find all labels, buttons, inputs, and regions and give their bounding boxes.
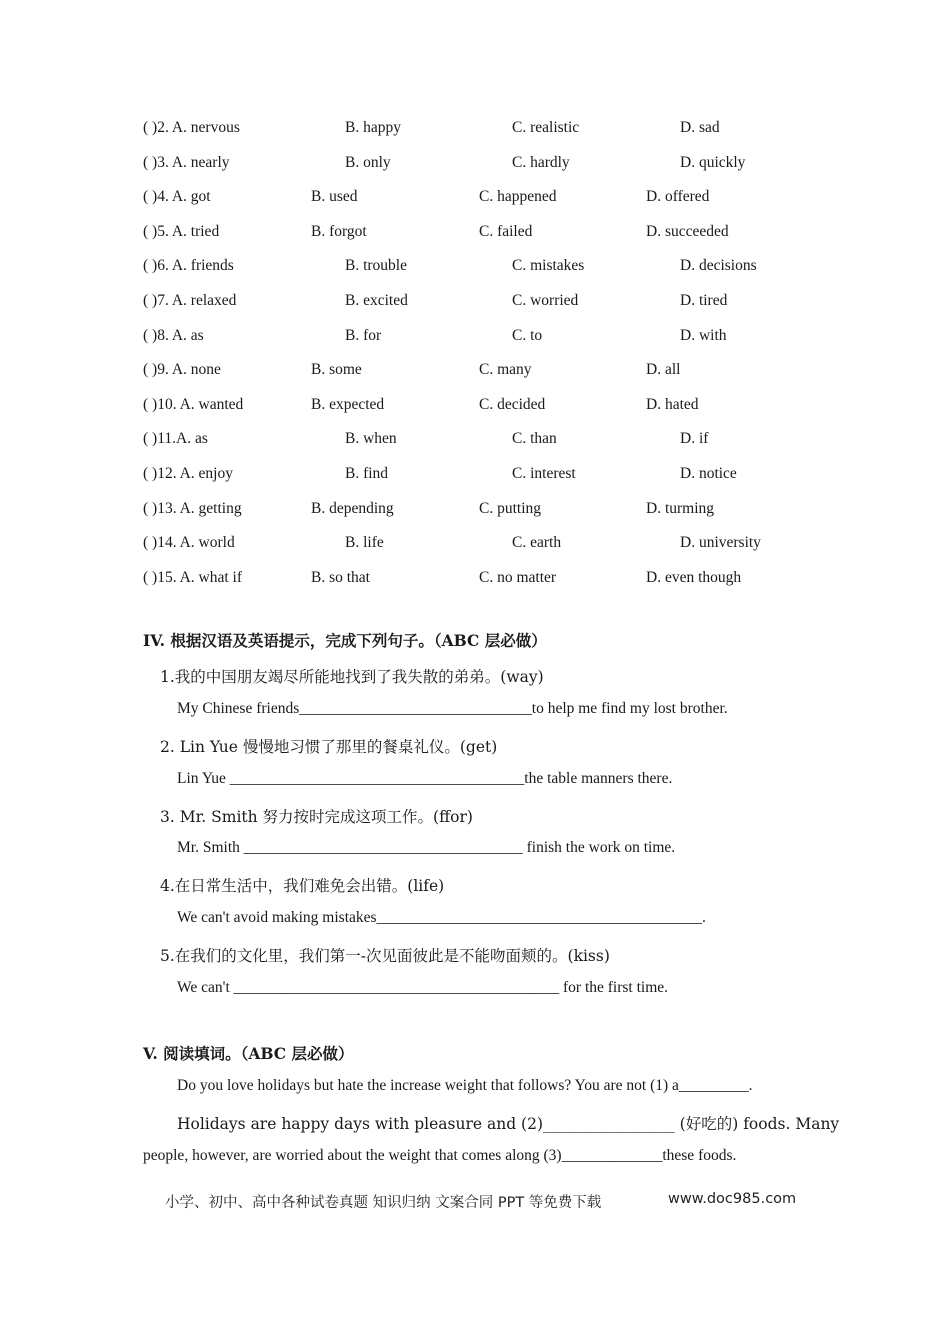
sentence-1-answer: My Chinese friends______________________________to help me find my lost brother. bbox=[177, 700, 728, 717]
option-d: D. university bbox=[680, 534, 761, 552]
option-d: D. all bbox=[646, 361, 681, 379]
passage-line-3: people, however, are worried about the weight that comes along (3)_____________these foods. bbox=[143, 1147, 737, 1164]
footer-url[interactable]: www.doc985.com bbox=[668, 1191, 797, 1207]
option-c: C. hardly bbox=[512, 153, 570, 171]
sentence-2-prompt: 2. Lin Yue 慢慢地习惯了那里的餐桌礼仪。(get) bbox=[160, 738, 498, 756]
question-option-a: ( )4. A. got bbox=[143, 188, 211, 206]
option-d: D. even though bbox=[646, 568, 742, 586]
passage-line-2: Holidays are happy days with pleasure and (2)_________________ (好吃的) foods. Many bbox=[177, 1115, 840, 1133]
question-option-a: ( )14. A. world bbox=[143, 534, 235, 552]
option-c: C. failed bbox=[479, 222, 533, 240]
section-4-title: IV. 根据汉语及英语提示，完成下列句子。（ABC 层必做） bbox=[143, 631, 547, 650]
option-b: B. find bbox=[345, 465, 389, 482]
question-option-a: ( )2. A. nervous bbox=[143, 119, 240, 136]
sentence-4-answer: We can't avoid making mistakes__________________________________________. bbox=[177, 909, 706, 926]
question-option-a: ( )12. A. enjoy bbox=[143, 465, 233, 482]
option-c: C. many bbox=[479, 361, 532, 379]
sentence-1-prompt: 1.我的中国朋友竭尽所能地找到了我失散的弟弟。(way) bbox=[160, 668, 544, 686]
option-c: C. earth bbox=[512, 534, 562, 552]
option-d: D. turming bbox=[646, 499, 715, 517]
option-c: C. than bbox=[512, 430, 557, 448]
sentence-3-prompt: 3. Mr. Smith 努力按时完成这项工作。(ffor) bbox=[160, 808, 473, 826]
question-option-a: ( )11.A. as bbox=[143, 430, 208, 448]
question-option-a: ( )7. A. relaxed bbox=[143, 292, 237, 309]
option-c: C. happened bbox=[479, 188, 557, 206]
question-option-a: ( )3. A. nearly bbox=[143, 153, 230, 171]
option-b: B. happy bbox=[345, 119, 401, 136]
sentence-5-prompt: 5.在我们的文化里，我们第一-次见面彼此是不能吻面颊的。(kiss) bbox=[160, 947, 610, 965]
question-option-a: ( )6. A. friends bbox=[143, 257, 234, 275]
option-b: B. life bbox=[345, 534, 384, 552]
option-b: B. trouble bbox=[345, 257, 407, 275]
option-b: B. some bbox=[311, 361, 362, 379]
option-d: D. notice bbox=[680, 465, 737, 482]
option-d: D. with bbox=[680, 326, 727, 344]
option-b: B. only bbox=[345, 153, 391, 171]
sentence-2-answer: Lin Yue ______________________________________the table manners there. bbox=[177, 770, 673, 787]
option-b: B. used bbox=[311, 188, 358, 206]
option-c: C. putting bbox=[479, 499, 542, 517]
question-option-a: ( )13. A. getting bbox=[143, 499, 242, 517]
option-c: C. to bbox=[512, 326, 543, 344]
sentence-4-prompt: 4.在日常生活中，我们难免会出错。(life) bbox=[160, 877, 445, 895]
option-c: C. worried bbox=[512, 292, 579, 309]
section-5-title: V. 阅读填词。（ABC 层必做） bbox=[143, 1044, 354, 1063]
option-b: B. for bbox=[345, 326, 382, 344]
question-option-a: ( )10. A. wanted bbox=[143, 395, 244, 413]
question-option-a: ( )15. A. what if bbox=[143, 568, 243, 586]
option-d: D. if bbox=[680, 430, 709, 448]
option-c: C. decided bbox=[479, 395, 546, 413]
option-d: D. decisions bbox=[680, 257, 757, 275]
option-b: B. when bbox=[345, 430, 397, 448]
option-b: B. excited bbox=[345, 292, 408, 309]
option-b: B. so that bbox=[311, 568, 370, 586]
question-option-a: ( )5. A. tried bbox=[143, 222, 220, 240]
option-b: B. depending bbox=[311, 499, 394, 517]
option-d: D. tired bbox=[680, 292, 728, 309]
option-c: C. realistic bbox=[512, 119, 580, 136]
option-d: D. succeeded bbox=[646, 222, 729, 240]
passage-line-1: Do you love holidays but hate the increase weight that follows? You are not (1) a_________. bbox=[177, 1077, 753, 1094]
question-option-a: ( )8. A. as bbox=[143, 326, 204, 344]
option-c: C. mistakes bbox=[512, 257, 585, 275]
footer-text: 小学、初中、高中各种试卷真题 知识归纳 文案合同 PPT 等免费下载 bbox=[165, 1195, 602, 1211]
option-d: D. offered bbox=[646, 188, 710, 206]
option-b: B. expected bbox=[311, 395, 385, 413]
option-c: C. interest bbox=[512, 465, 576, 482]
question-option-a: ( )9. A. none bbox=[143, 361, 221, 379]
option-b: B. forgot bbox=[311, 222, 367, 240]
option-c: C. no matter bbox=[479, 568, 557, 586]
sentence-3-answer: Mr. Smith ____________________________________ finish the work on time. bbox=[177, 839, 676, 856]
sentence-5-answer: We can't __________________________________________ for the first time. bbox=[177, 979, 669, 996]
option-d: D. hated bbox=[646, 395, 699, 413]
option-d: D. quickly bbox=[680, 153, 746, 171]
option-d: D. sad bbox=[680, 119, 720, 136]
